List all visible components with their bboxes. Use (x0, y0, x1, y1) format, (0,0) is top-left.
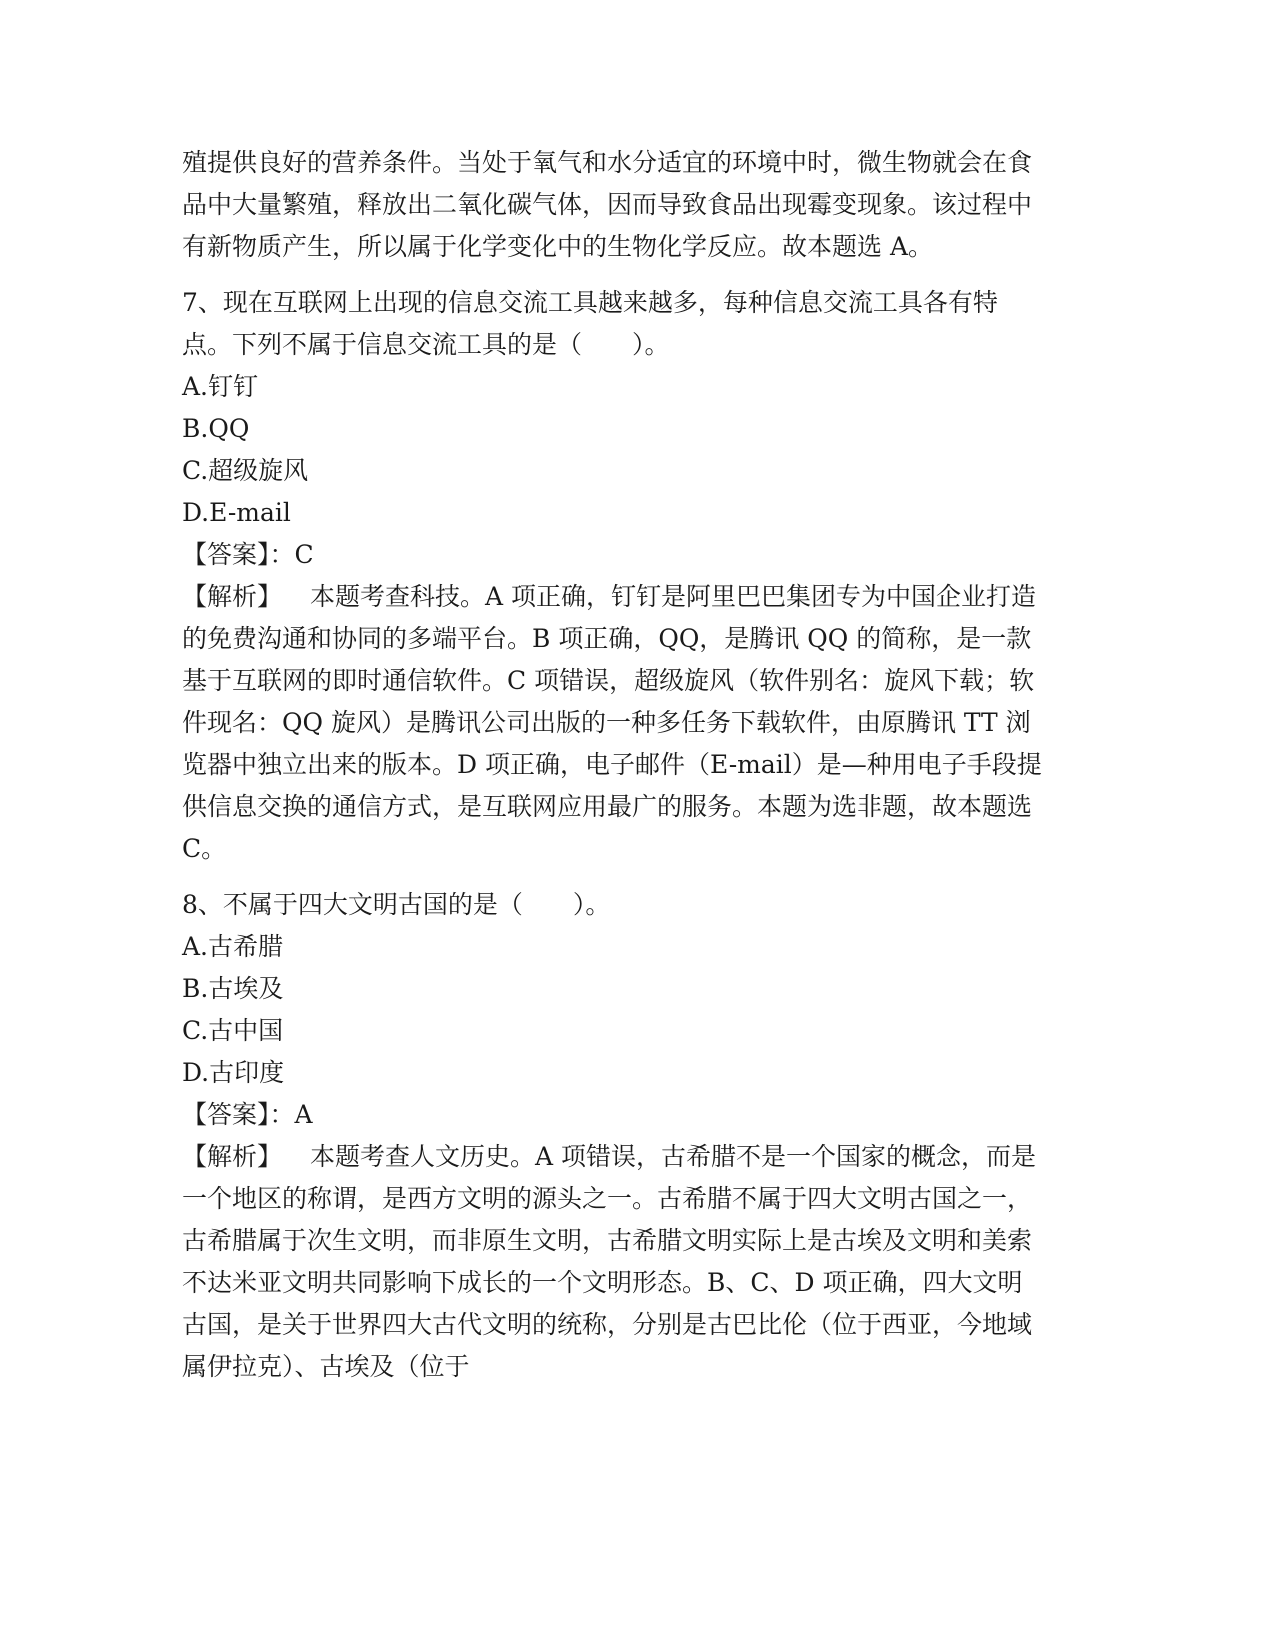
question-stem: 8、不属于四大文明古国的是（ ）。 (182, 890, 611, 919)
explanation-text: 本题考查科技。A 项正确，钉钉是阿里巴巴集团专为中国企业打造的免费沟通和协同的多端平台。B 项正确，QQ，是腾讯 QQ 的简称，是一款基于互联网的即时通信软件。C 项错误，超级旋风（软件别名：旋风下载；软件现名：QQ 旋风）是腾讯公司出版的一种多任务下载软件，由原腾讯 TT 浏览器中独立出来的版本。D 项正确，电子邮件（E-mail）是—种用电子手段提供信息交换的通信方式，是互联网应用最广的服务。本题为选非题，故本题选 C。 (182, 582, 1042, 863)
answer-value: C (294, 540, 314, 569)
option-a: A.古希腊 (182, 932, 284, 961)
option-d: D.E-mail (182, 498, 291, 527)
explanation (182, 576, 1042, 870)
answer-line (182, 1094, 1042, 1136)
question-8 (182, 884, 1042, 1388)
option-c: C.超级旋风 (182, 456, 309, 485)
answer-value: A (294, 1100, 313, 1129)
option-d: D.古印度 (182, 1058, 285, 1087)
spacer (182, 268, 1042, 282)
option-b: B.QQ (182, 414, 250, 443)
question-7 (182, 282, 1042, 870)
option-b: B.古埃及 (182, 974, 284, 1003)
explanation-label: 【解析】 (182, 1142, 283, 1171)
option-c: C.古中国 (182, 1016, 284, 1045)
answer-label: 【答案】： (182, 1100, 295, 1129)
explanation-text: 本题考查人文历史。A 项错误，古希腊不是一个国家的概念，而是一个地区的称谓，是西方文明的源头之一。古希腊不属于四大文明古国之一，古希腊属于次生文明，而非原生文明，古希腊文明实际上是古埃及文明和美索不达米亚文明共同影响下成长的一个文明形态。B、C、D 项正确，四大文明古国，是关于世界四大古代文明的统称，分别是古巴比伦（位于西亚，今地域属伊拉克）、古埃及（位于 (182, 1142, 1037, 1381)
explanation (182, 1136, 1042, 1388)
intro-paragraph: 殖提供良好的营养条件。当处于氧气和水分适宜的环境中时，微生物就会在食品中大量繁殖，释放出二氧化碳气体，因而导致食品出现霉变现象。该过程中有新物质产生，所以属于化学变化中的生物化学反应。故本题选 A。 (182, 148, 1033, 261)
option-a: A.钉钉 (182, 372, 259, 401)
explanation-label: 【解析】 (182, 582, 283, 611)
answer-line (182, 534, 1042, 576)
answer-label: 【答案】： (182, 540, 295, 569)
page-content (182, 142, 1042, 1388)
question-stem: 7、现在互联网上出现的信息交流工具越来越多，每种信息交流工具各有特点。下列不属于信息交流工具的是（ ）。 (182, 288, 998, 359)
spacer (182, 870, 1042, 884)
